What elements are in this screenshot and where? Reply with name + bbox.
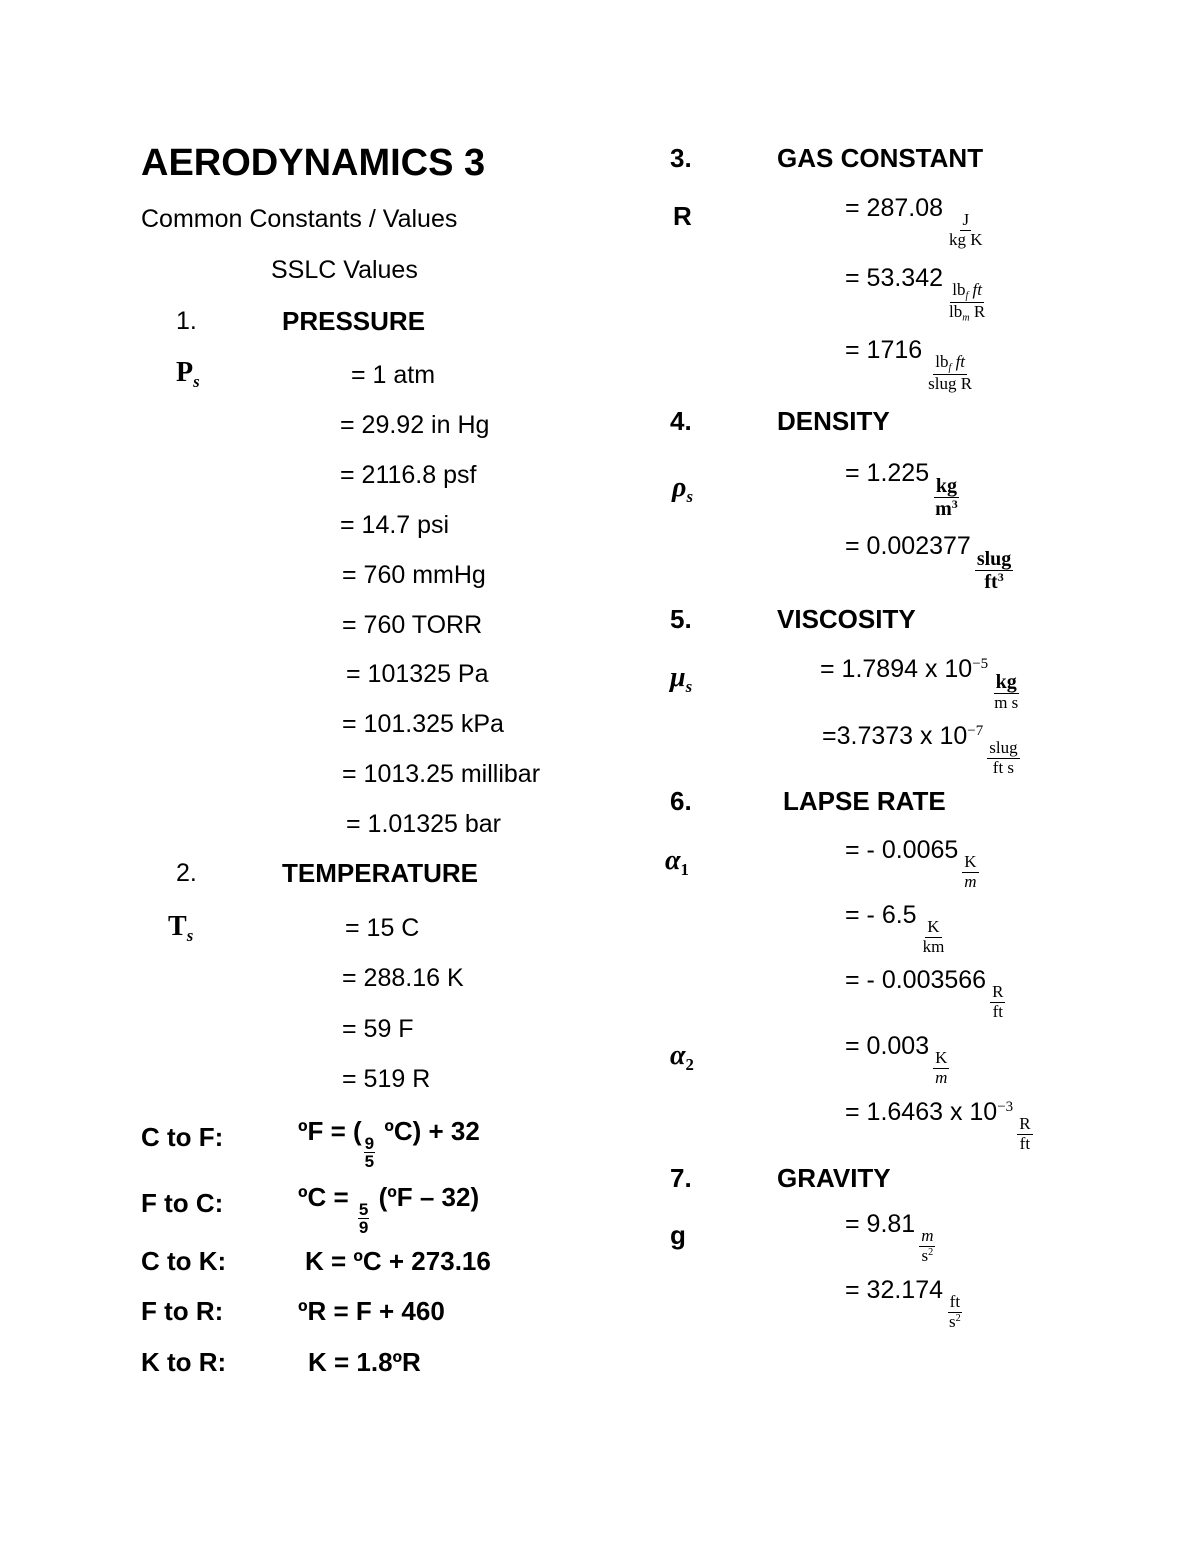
temperature-number: 2. (176, 859, 197, 887)
gravity-value-1: = 9.81 $\frac{m}{s^2}$ (845, 1210, 934, 1266)
viscosity-value-1: = 1.7894 x $10^{-5}$ $\frac{kg}{\text{m s}}$ (820, 655, 1019, 712)
temperature-heading: TEMPERATURE (282, 858, 478, 888)
gravity-number: 7. (670, 1163, 692, 1193)
pressure-value: = 1013.25 millibar (342, 760, 541, 789)
density-value-2: = 0.002377 $\frac{\text{slug}}{ft^3}$ (845, 532, 1012, 594)
lapse-value-5: = 1.6463 x $10^{-3}$ $\frac{R}{ft}$ (845, 1098, 1031, 1154)
gas-value-1: = 287.08 $\frac{J}{\text{kg K}}$ (845, 194, 983, 250)
temperature-value: = 519 R (342, 1064, 431, 1093)
gas-value-3: = 1716 $\frac{lb_f ft}{\text{slug R}}$ (845, 336, 973, 394)
sslc-heading: SSLC Values (271, 256, 418, 284)
f-to-r-label: F to R: (141, 1296, 224, 1326)
pressure-number: 1. (176, 307, 197, 335)
viscosity-number: 5. (670, 604, 692, 634)
pressure-value: = 760 TORR (342, 610, 483, 639)
subtitle: Common Constants / Values (141, 205, 458, 233)
pressure-value: = 2116.8 psf (340, 460, 477, 489)
pressure-value: = 14.7 psi (340, 510, 450, 539)
temperature-symbol: $T_s$ (168, 911, 194, 945)
k-to-r-label: K to R: (141, 1347, 227, 1377)
gas-number: 3. (670, 143, 692, 173)
pressure-value: = 1.01325 bar (346, 810, 501, 839)
c-to-f-label: C to F: (141, 1122, 224, 1152)
gravity-value-2: = 32.174 $\frac{ft}{s^2}$ (845, 1276, 961, 1332)
gravity-heading: GRAVITY (777, 1163, 891, 1193)
density-value-1: = 1.225 $\frac{kg}{m^3}$ (845, 459, 958, 521)
pressure-value: = 101325 Pa (346, 660, 489, 689)
pressure-symbol: $P_s$ (176, 357, 200, 391)
viscosity-symbol: $\mu_s$ (670, 662, 693, 696)
gas-symbol: R (673, 201, 692, 231)
viscosity-value-2: =3.7373 x $10^{-7}$ $\frac{\text{slug}}{\text{ft s}}$ (822, 722, 1018, 778)
lapse-a2-symbol: $\alpha_2$ (670, 1040, 694, 1074)
temperature-value: = 59 F (342, 1014, 414, 1043)
page-title: AERODYNAMICS 3 (141, 142, 486, 184)
lapse-heading: LAPSE RATE (783, 786, 946, 816)
pressure-value: = 101.325 kPa (342, 710, 504, 739)
lapse-value-4: = 0.003 $\frac{K}{m}$ (845, 1032, 948, 1088)
c-to-k-label: C to K: (141, 1246, 227, 1276)
f-to-c-formula: ºC = $\frac{5}{9}$ (ºF – 32) (298, 1182, 480, 1238)
viscosity-heading: VISCOSITY (777, 604, 916, 634)
k-to-r-formula: K = 1.8ºR (308, 1347, 421, 1377)
lapse-value-2: = - 6.5 $\frac{K}{km}$ (845, 901, 945, 957)
density-symbol: $\rho_s$ (672, 472, 693, 506)
lapse-a1-symbol: $\alpha_1$ (665, 845, 689, 879)
pressure-heading: PRESSURE (282, 306, 426, 336)
lapse-value-1: = - 0.0065 $\frac{K}{m}$ (845, 836, 977, 892)
pressure-value: = 760 mmHg (342, 560, 486, 589)
pressure-value: = 1 atm (351, 361, 436, 389)
f-to-r-formula: ºR = F + 460 (298, 1296, 445, 1326)
f-to-c-label: F to C: (141, 1188, 224, 1218)
temperature-value: = 15 C (345, 914, 420, 942)
density-number: 4. (670, 406, 692, 436)
density-heading: DENSITY (777, 406, 890, 436)
c-to-k-formula: K = ºC + 273.16 (305, 1246, 491, 1276)
lapse-number: 6. (670, 786, 692, 816)
gas-heading: GAS CONSTANT (777, 143, 984, 173)
c-to-f-formula: ºF = ( $\frac{9}{5}$ ºC) + 32 (298, 1116, 480, 1172)
temperature-value: = 288.16 K (342, 964, 464, 993)
gas-value-2: = 53.342 $\frac{lb_f ft}{lb_m R}$ (845, 264, 986, 324)
gravity-symbol: g (670, 1220, 686, 1250)
pressure-value: = 29.92 in Hg (340, 410, 490, 439)
lapse-value-3: = - 0.003566 $\frac{R}{ft}$ (845, 966, 1004, 1022)
